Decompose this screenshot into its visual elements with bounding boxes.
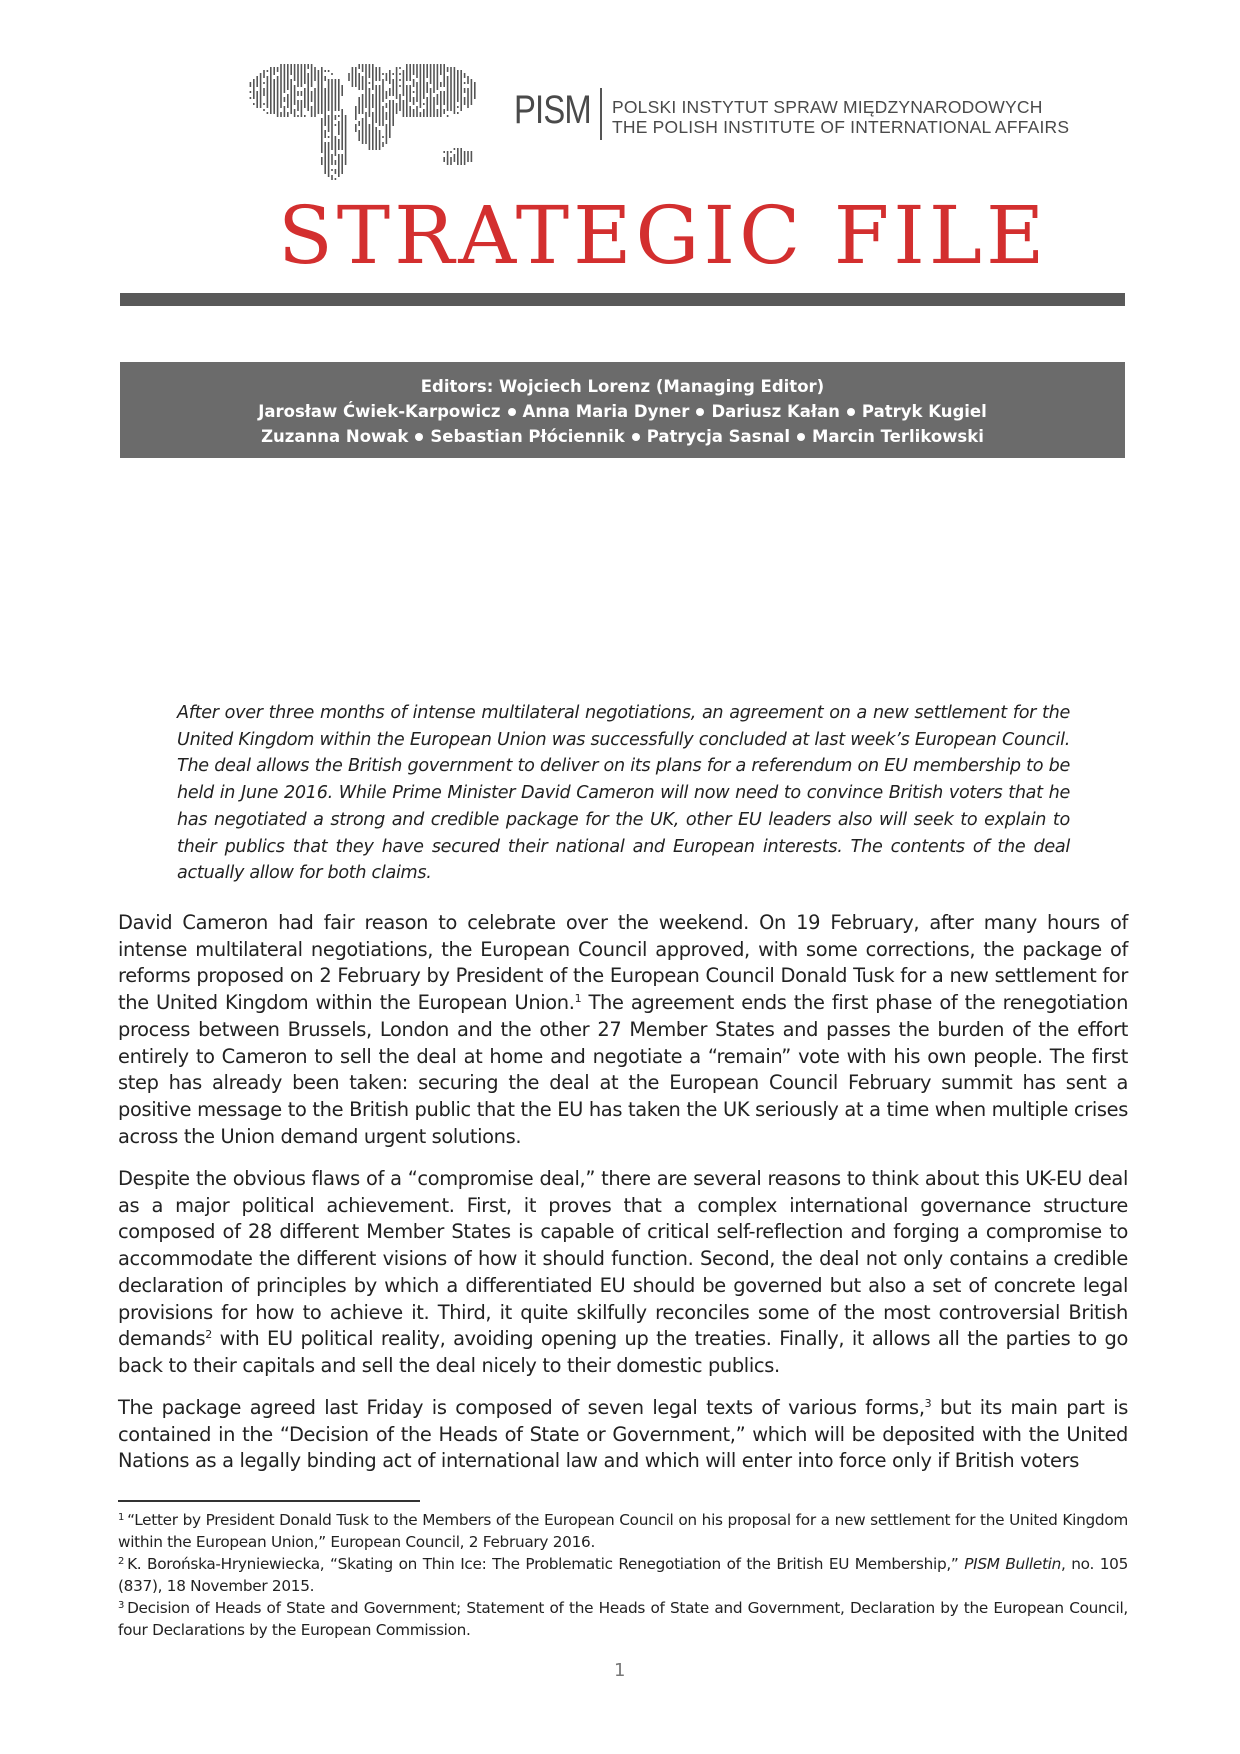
footnote-publication: PISM Bulletin [964,1555,1062,1573]
institute-name-pl: POLSKI INSTYTUT SPRAW MIĘDZYNARODOWYCH [612,97,1043,117]
editors-line-2 [120,399,1125,424]
footnote-rule [118,1500,420,1502]
footnote [118,1598,1128,1642]
world-map-icon [226,48,486,192]
footnote-text: , no. 105 (837), 18 November 2015. [118,1555,1128,1595]
bullet-separator [632,433,640,441]
body-paragraph [118,1395,1128,1475]
footnote-ref[interactable]: 2 [205,1328,212,1342]
bullet-separator [696,408,704,416]
paragraph-text: The agreement ends the first phase of the renegotiation process between Brussels, London and the other 27 Member States and passes the burden of the effort entirely to Cameron to sell the deal at home and negotiate a “remain” vote with his own people. The first step has already been taken: securing the deal at the European Council February summit has sent a positive message to the British public that the EU has taken the UK seriously at a time when multiple crises across the Union demand urgent solutions. [118,991,1129,1148]
editor-name: Zuzanna Nowak [261,427,409,446]
footnote [118,1510,1128,1554]
editor-name: Patrycja Sasnal [646,427,790,446]
paragraph-text: but its main part is contained in the “Decision of the Heads of State or Government,” which will be deposited with the United Nations as a legally binding act of international law and which will enter into force only if British voters [118,1396,1129,1473]
editors-box [120,362,1125,458]
footnote-number: 1 [118,1512,125,1523]
footnote-ref[interactable]: 3 [924,1397,932,1410]
world-map-graphic [226,48,486,188]
pism-logo-word: PISM [514,88,591,132]
footnote [118,1554,1128,1598]
logo-divider [600,88,602,140]
paragraph-text: The package agreed last Friday is composed of seven legal texts of various forms, [118,1396,925,1419]
editors-line-1: Editors: Wojciech Lorenz (Managing Editor) [420,377,825,396]
editor-name: Patryk Kugiel [861,402,987,421]
body-paragraph [118,1166,1128,1380]
institute-name [612,97,1069,137]
body-paragraph [118,910,1128,1150]
editor-name: Jarosław Ćwiek-Karpowicz [258,402,501,421]
paragraph-text: Despite the obvious flaws of a “compromise deal,” there are several reasons to think about this UK-EU deal as a major political achievement. First, it proves that a complex international governance structure composed of 28 different Member States is capable of critical self-reflection and forging a compromise to accommodate the different visions of how it should function. Second, the deal not only contains a credible declaration of principles by which a differentiated EU should be governed but also a set of concrete legal provisions for how to achieve it. Third, it quite skilfully reconciles some of the most controversial British demands [118,1167,1128,1351]
bullet-separator [847,408,855,416]
abstract: After over three months of intense multilateral negotiations, an agreement on a new settlement for the United Kingdom within the European Union was successfully concluded at last week’s European Council. The deal allows the British government to deliver on its plans for a referendum on EU membership to be held in June 2016. While Prime Minister David Cameron will now need to convince British voters that he has negotiated a strong and credible package for the UK, other EU leaders also will seek to explain to their publics that they have secured their national and European interests. The contents of the deal actually allow for both claims. [177,703,1070,884]
paragraph-text: with EU political reality, avoiding opening up the treaties. Finally, it allows all the parties to go back to their capitals and sell the deal nicely to their domestic publics. [118,1327,1128,1377]
editors-line-3 [120,424,1125,449]
footnote-ref[interactable]: 1 [574,992,582,1006]
bullet-separator [415,433,423,441]
editor-name: Sebastian Płóciennik [430,427,625,446]
footnote-text: K. Borońska-Hryniewiecka, “Skating on Thin Ice: The Problematic Renegotiation of the British EU Membership,” [127,1555,965,1573]
footnote-text: Decision of Heads of State and Government; Statement of the Heads of State and Government, Declaration by the European Council, four Declarations by the European Commission. [118,1599,1128,1639]
footnote-number: 3 [118,1600,125,1611]
paragraph-text: David Cameron had fair reason to celebrate over the weekend. On 19 February, after many hours of intense multilateral negotiations, the European Council approved, with some corrections, the package of reforms proposed on 2 February by President of the European Council Donald Tusk for a new settlement for the United Kingdom within the European Union. [118,911,1128,1015]
bullet-separator [797,433,805,441]
footnote-text: “Letter by President Donald Tusk to the Members of the European Council on his proposal for a new settlement for the United Kingdom within the European Union,” European Council, 2 February 2016. [118,1511,1128,1551]
institute-name-en: THE POLISH INSTITUTE OF INTERNATIONAL AFFAIRS [612,117,1070,137]
bullet-separator [508,408,516,416]
editor-name: Marcin Terlikowski [812,427,984,446]
editor-name: Anna Maria Dyner [522,402,690,421]
editor-name: Dariusz Kałan [711,402,840,421]
series-title: STRATEGIC FILE [278,189,1049,282]
header-rule [120,293,1125,306]
footnote-number: 2 [118,1556,125,1567]
page-number: 1 [614,1660,626,1681]
